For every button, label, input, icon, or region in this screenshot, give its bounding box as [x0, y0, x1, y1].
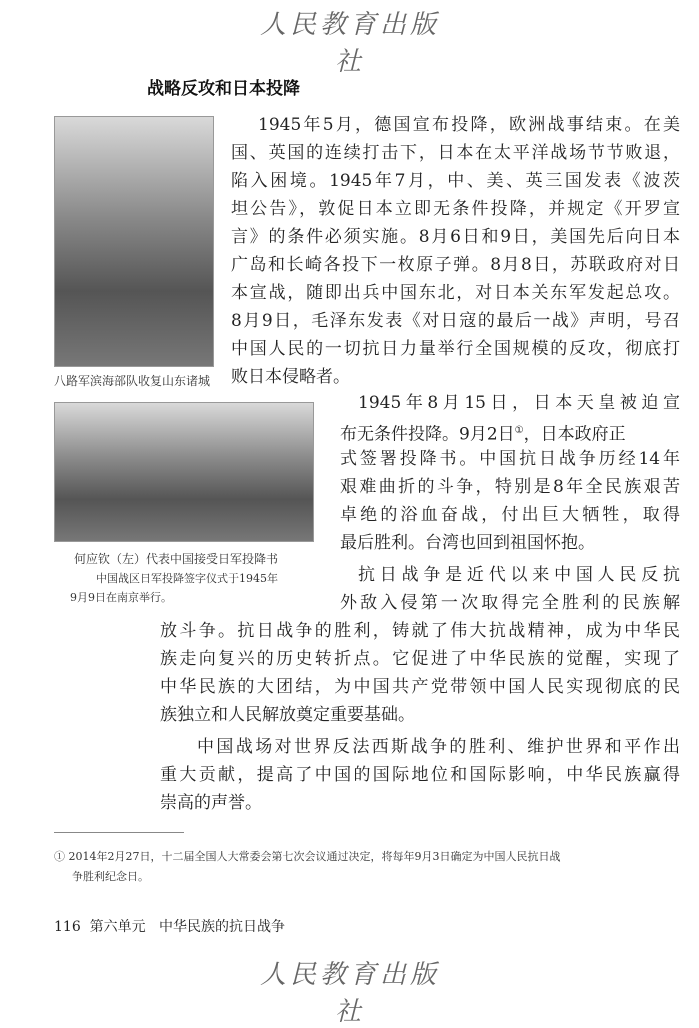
paragraph-line: 中国战场对世界反法西斯战争的胜利、维护世界和平作出 [197, 737, 680, 757]
paragraph-line [340, 418, 680, 444]
unit-title: 中华民族的抗日战争 [159, 919, 285, 935]
paragraph-line: 8月9日，毛泽东发表《对日寇的最后一战》声明，号召 [231, 311, 680, 331]
footnote-divider [54, 832, 184, 833]
footnote-ref[interactable]: ① [514, 425, 524, 436]
paragraph-line: 重大贡献，提高了中国的国际地位和国际影响，中华民族赢得 [160, 765, 680, 785]
footnote-text: 争胜利纪念日。 [72, 870, 149, 883]
footnote-text: ① 2014年2月27日，十二届全国人大常委会第七次会议通过决定，将每年9月3日确定为中国人民抗日战 [54, 850, 561, 863]
paragraph-line: 坦公告》，敦促日本立即无条件投降，并规定《开罗宣 [231, 199, 680, 219]
text: ，日本政府正 [523, 424, 626, 445]
text: 布无条件投降。9月2日 [340, 424, 515, 445]
paragraph-line: 陷入困境。1945年7月，中、美、英三国发表《波茨 [231, 171, 680, 191]
page-footer [54, 916, 285, 936]
paragraph-line: 卓绝的浴血奋战，付出巨大牺牲，取得 [340, 505, 680, 525]
photo-surrender-ceremony [54, 402, 314, 542]
paragraph-line: 1945年8月15日，日本天皇被迫宣 [358, 393, 680, 413]
paragraph-line: 败日本侵略者。 [231, 367, 350, 387]
photo2-note: 中国战区日军投降签字仪式于1945年 [96, 572, 278, 585]
page-number: 116 [54, 919, 81, 935]
photo2-caption: 何应钦（左）代表中国接受日军投降书 [74, 552, 279, 566]
photo-shandong-zhucheng [54, 116, 214, 367]
paragraph-line: 族独立和人民解放奠定重要基础。 [160, 705, 415, 725]
publisher-logo-top: 人民教育出版社 [259, 10, 440, 77]
paragraph-line: 中华民族的大团结，为中国共产党带领中国人民实现彻底的民 [160, 677, 680, 697]
paragraph-line: 言》的条件必须实施。8月6日和9日，美国先后向日本 [231, 227, 680, 247]
section-title: 战略反攻和日本投降 [147, 79, 300, 99]
paragraph-line: 放斗争。抗日战争的胜利，铸就了伟大抗战精神，成为中华民 [160, 621, 680, 641]
paragraph-line: 崇高的声誉。 [160, 793, 262, 813]
photo2-note: 9月9日在南京举行。 [70, 591, 172, 604]
paragraph-line: 广岛和长崎各投下一枚原子弹。8月8日，苏联政府对日 [231, 255, 680, 275]
paragraph-line: 族走向复兴的历史转折点。它促进了中华民族的觉醒，实现了 [160, 649, 680, 669]
paragraph-line: 中国人民的一切抗日力量举行全国规模的反攻，彻底打 [231, 339, 680, 359]
paragraph-line: 艰难曲折的斗争，特别是8年全民族艰苦 [340, 477, 680, 497]
paragraph-line: 最后胜利。台湾也回到祖国怀抱。 [340, 533, 595, 553]
paragraph-line: 本宣战，随即出兵中国东北，对日本关东军发起总攻。 [231, 283, 680, 303]
publisher-logo-bottom: 人民教育出版社 [259, 960, 440, 1027]
unit-label: 第六单元 [89, 919, 146, 935]
paragraph-line: 抗日战争是近代以来中国人民反抗 [358, 565, 680, 585]
paragraph-line: 外敌入侵第一次取得完全胜利的民族解 [340, 593, 680, 613]
paragraph-line: 1945年5月，德国宣布投降，欧洲战事结束。在美 [258, 115, 680, 135]
paragraph-line: 国、英国的连续打击下，日本在太平洋战场节节败退， [231, 143, 680, 163]
paragraph-line: 式签署投降书。中国抗日战争历经14年 [340, 449, 680, 469]
photo1-caption: 八路军滨海部队收复山东诸城 [54, 374, 211, 388]
